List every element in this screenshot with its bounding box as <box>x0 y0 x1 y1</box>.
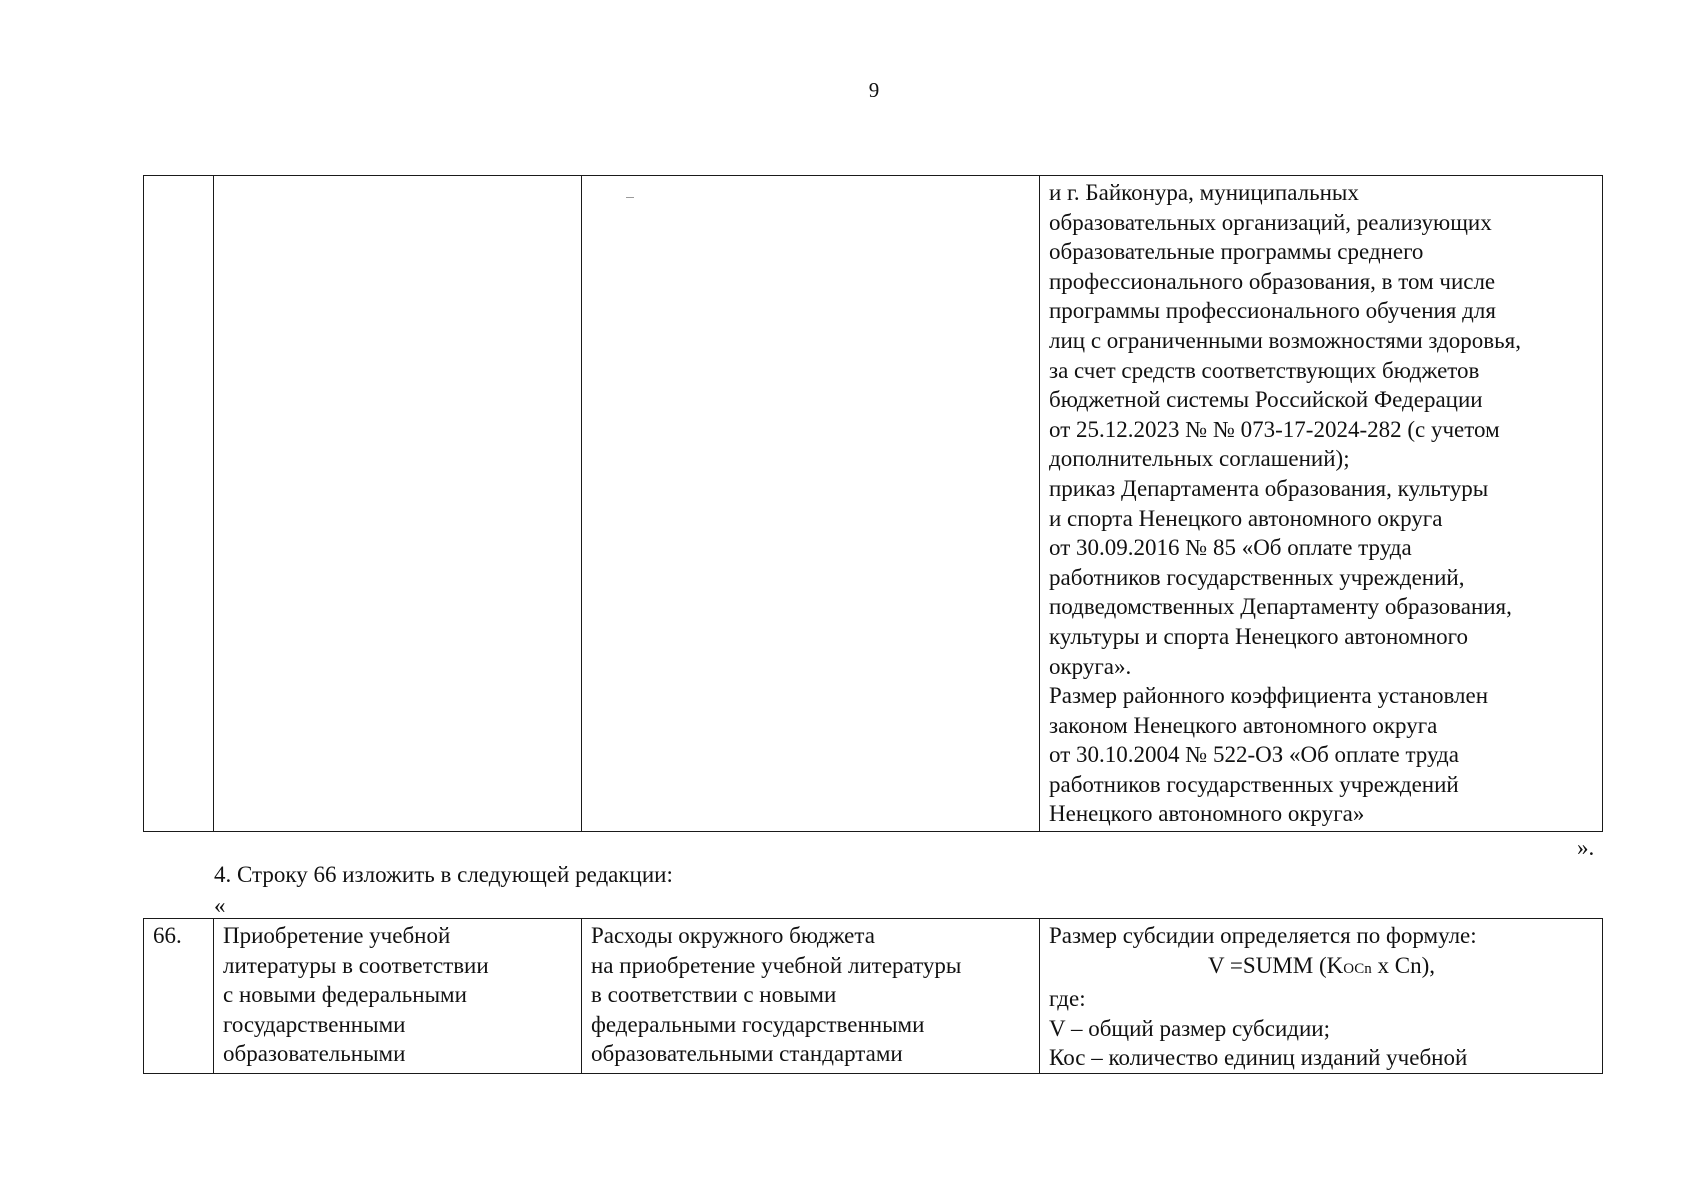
cell-description: Расходы окружного бюджета на приобретение учебной литературы в соответствии с новыми федеральными государственными образовательными стандартами <box>582 919 1040 1074</box>
table-row <box>144 919 1603 1074</box>
cell-name <box>214 176 582 832</box>
cell-formula <box>1040 919 1603 1074</box>
table-row-66 <box>143 918 1603 1074</box>
opening-quote: « <box>214 893 226 918</box>
formula-lead: V =SUMM (K <box>1207 952 1344 978</box>
table-continuation <box>143 175 1603 832</box>
formula-intro: Размер субсидии определяется по формуле: <box>1049 923 1477 948</box>
formula-tail: x Cn), <box>1371 952 1436 978</box>
cell-number: 66. <box>144 919 214 1074</box>
subsidy-formula <box>1049 951 1594 985</box>
closing-quote: ». <box>1577 835 1595 860</box>
cell-description <box>582 176 1040 832</box>
cell-legal-basis: и г. Байконура, муниципальных образовательных организаций, реализующих образовательные программы среднего профессионального образования, в том числе программы профессионального обучения для лиц с ограниченными возможностями здоровья, за счет средств соответствующих бюджетов бюджетной системы Российской Федерации от 25.12.2023 № № 073-17-2024-282 (с учетом дополнительных соглашений); приказ Департамента образования, культуры и спорта Ненецкого автономного округа от 30.09.2016 № 85 «Об оплате труда работников государственных учреждений, подведомственных Департаменту образования, культуры и спорта Ненецкого автономного округа». Размер районного коэффициента установлен законом Ненецкого автономного округа от 30.10.2004 № 522-ОЗ «Об оплате труда работников государственных учреждений Ненецкого автономного округа» <box>1040 176 1603 832</box>
cell-name: Приобретение учебной литературы в соответствии с новыми федеральными государственными образовательными <box>214 919 582 1074</box>
table-row <box>144 176 1603 832</box>
cell-number <box>144 176 214 832</box>
page-number: 9 <box>868 78 880 102</box>
instruction-text: 4. Строку 66 изложить в следующей редакции: <box>214 862 673 887</box>
formula-subscript: ОСn <box>1343 960 1372 977</box>
formula-definitions: где: V – общий размер субсидии; Кос – количество единиц изданий учебной <box>1049 986 1468 1071</box>
